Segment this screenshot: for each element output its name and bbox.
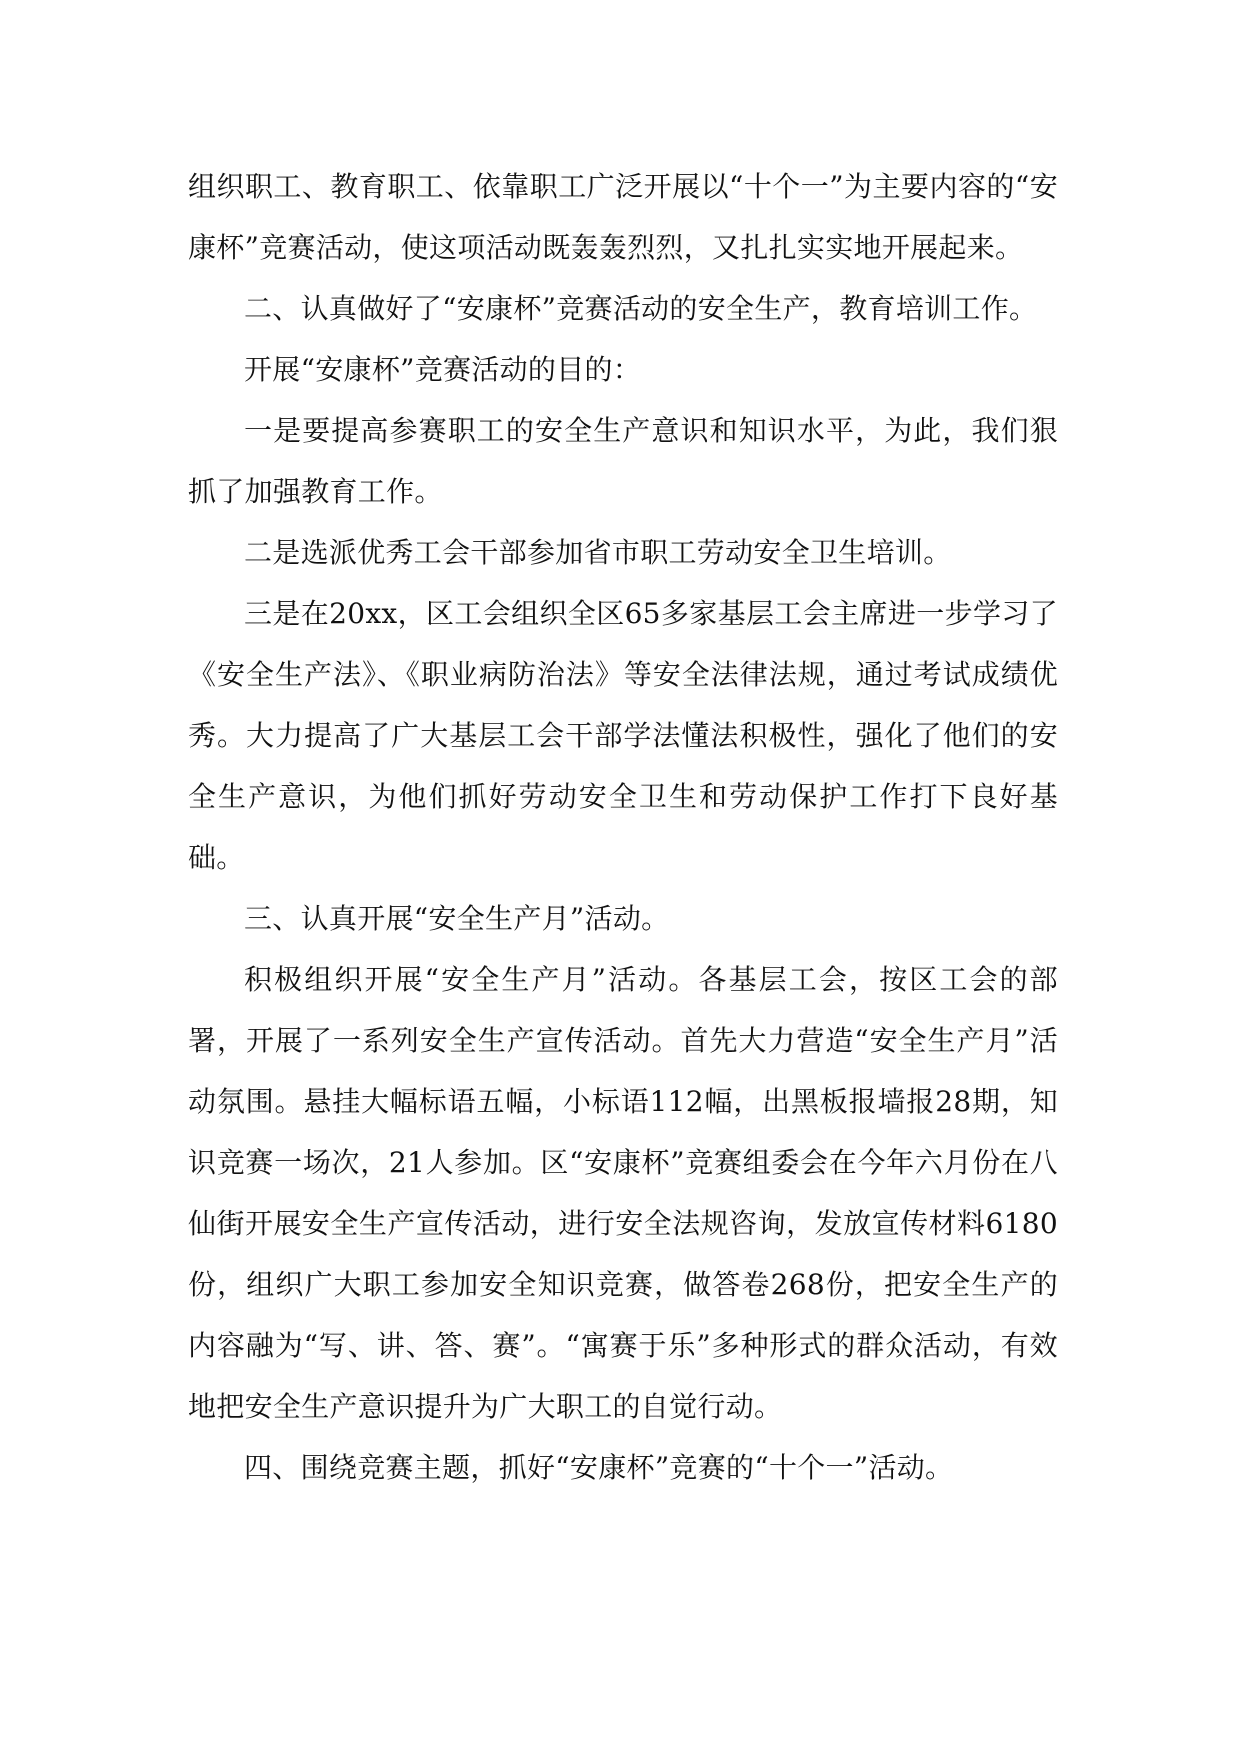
paragraph-4: 一是要提高参赛职工的安全生产意识和知识水平，为此，我们狠抓了加强教育工作。 xyxy=(188,414,1058,508)
paragraph-6: 三是在20xx，区工会组织全区65多家基层工会主席进一步学习了《安全生产法》、《职业病防治法》等安全法律法规，通过考试成绩优秀。大力提高了广大基层工会干部学法懂法积极性，强化了他们的安全生产意识，为他们抓好劳动安全卫生和劳动保护工作打下良好基础。 xyxy=(188,597,1058,874)
document-body xyxy=(188,156,1058,1498)
paragraph-1: 组织职工、教育职工、依靠职工广泛开展以“十个一”为主要内容的“安康杯”竞赛活动，使这项活动既轰轰烈烈，又扎扎实实地开展起来。 xyxy=(188,170,1058,264)
paragraph-5: 二是选派优秀工会干部参加省市职工劳动安全卫生培训。 xyxy=(244,536,952,569)
paragraph-2-heading: 二、认真做好了“安康杯”竞赛活动的安全生产，教育培训工作。 xyxy=(244,292,1038,325)
paragraph-7-heading: 三、认真开展“安全生产月”活动。 xyxy=(244,902,670,935)
paragraph-8: 积极组织开展“安全生产月”活动。各基层工会，按区工会的部署，开展了一系列安全生产宣传活动。首先大力营造“安全生产月”活动氛围。悬挂大幅标语五幅，小标语112幅，出黑板报墙报28期，知识竞赛一场次，21人参加。区“安康杯”竞赛组委会在今年六月份在八仙街开展安全生产宣传活动，进行安全法规咨询，发放宣传材料6180份，组织广大职工参加安全知识竞赛，做答卷268份，把安全生产的内容融为“写、讲、答、赛”。“寓赛于乐”多种形式的群众活动，有效地把安全生产意识提升为广大职工的自觉行动。 xyxy=(188,963,1058,1423)
paragraph-9-heading: 四、围绕竞赛主题，抓好“安康杯”竞赛的“十个一”活动。 xyxy=(244,1451,954,1484)
paragraph-3: 开展“安康杯”竞赛活动的目的： xyxy=(244,353,642,386)
